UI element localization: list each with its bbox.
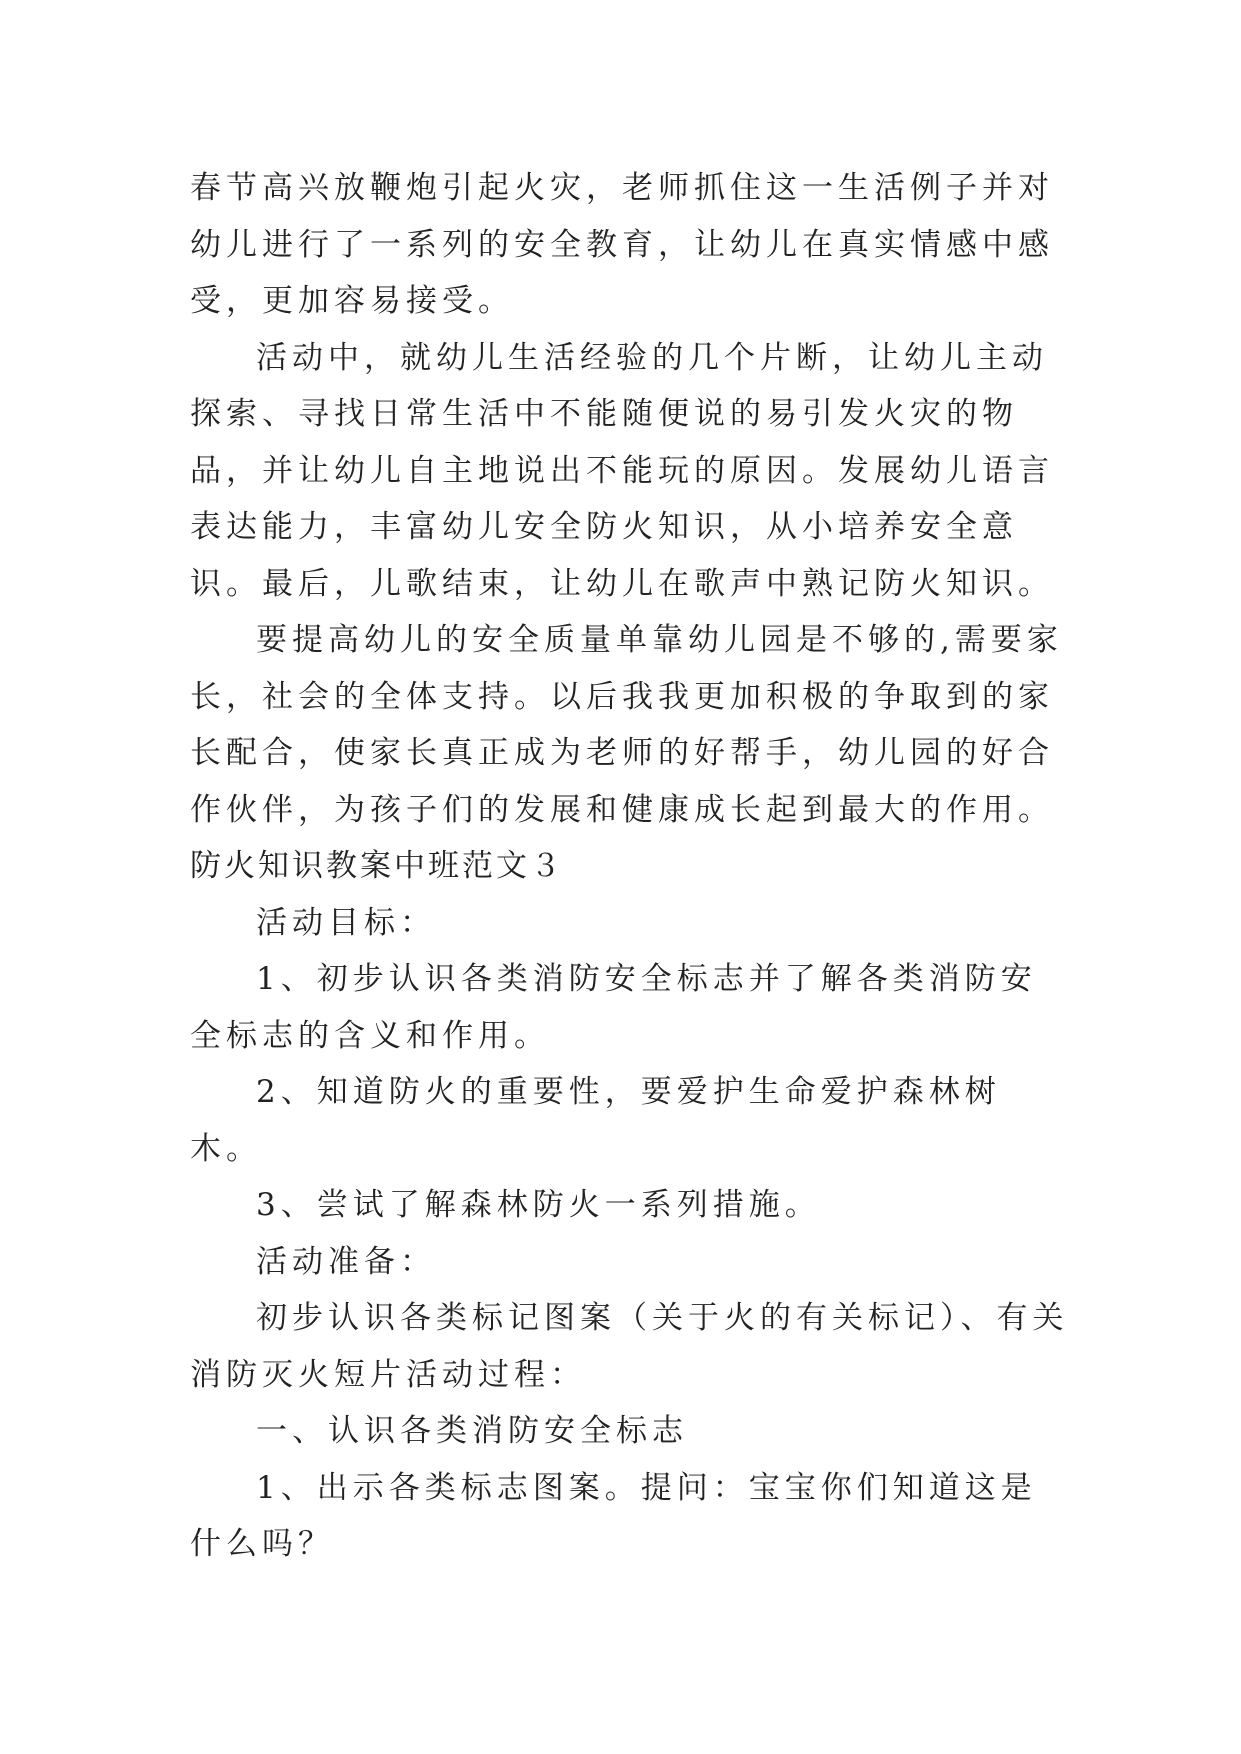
paragraph-fire-incident: 春节高兴放鞭炮引起火灾，老师抓住这一生活例子并对幼儿进行了一系列的安全教育，让幼儿在真实情感中感受，更加容易接受。 — [190, 170, 1054, 319]
paragraph-step-1: 1、出示各类标志图案。提问：宝宝你们知道这是什么吗？ — [190, 1469, 1037, 1562]
paragraph-preparation: 初步认识各类标记图案（关于火的有关标记）、有关消防灭火短片活动过程： — [190, 1300, 1069, 1393]
paragraph-activity-summary: 活动中，就幼儿生活经验的几个片断，让幼儿主动探索、寻找日常生活中不能随便说的易引发火灾的物品，并让幼儿自主地说出不能玩的原因。发展幼儿语言表达能力，丰富幼儿安全防火知识，从小培养安全意识。最后，儿歌结束，让幼儿在歌声中熟记防火知识。 — [190, 339, 1054, 602]
paragraph-family-support: 要提高幼儿的安全质量单靠幼儿园是不够的,需要家长，社会的全体支持。以后我我更加积极的争取到的家长配合，使家长真正成为老师的好帮手，幼儿园的好合作伙伴，为孩子们的发展和健康成长起到最大的作用。 — [190, 622, 1063, 828]
paragraph-goal-2: 2、知道防火的重要性，要爱护生命爱护森林树木。 — [190, 1074, 1001, 1167]
paragraph-goals-label: 活动目标： — [256, 904, 436, 941]
section-heading: 防火知识教案中班范文３ — [190, 848, 564, 884]
paragraph-preparation-label: 活动准备： — [256, 1243, 436, 1280]
paragraph-step-title: 一、认识各类消防安全标志 — [256, 1413, 688, 1449]
paragraph-goal-3: 3、尝试了解森林防火一系列措施。 — [256, 1187, 821, 1223]
document-body — [190, 160, 1070, 1573]
paragraph-goal-1: 1、初步认识各类消防安全标志并了解各类消防安全标志的含义和作用。 — [190, 961, 1037, 1054]
